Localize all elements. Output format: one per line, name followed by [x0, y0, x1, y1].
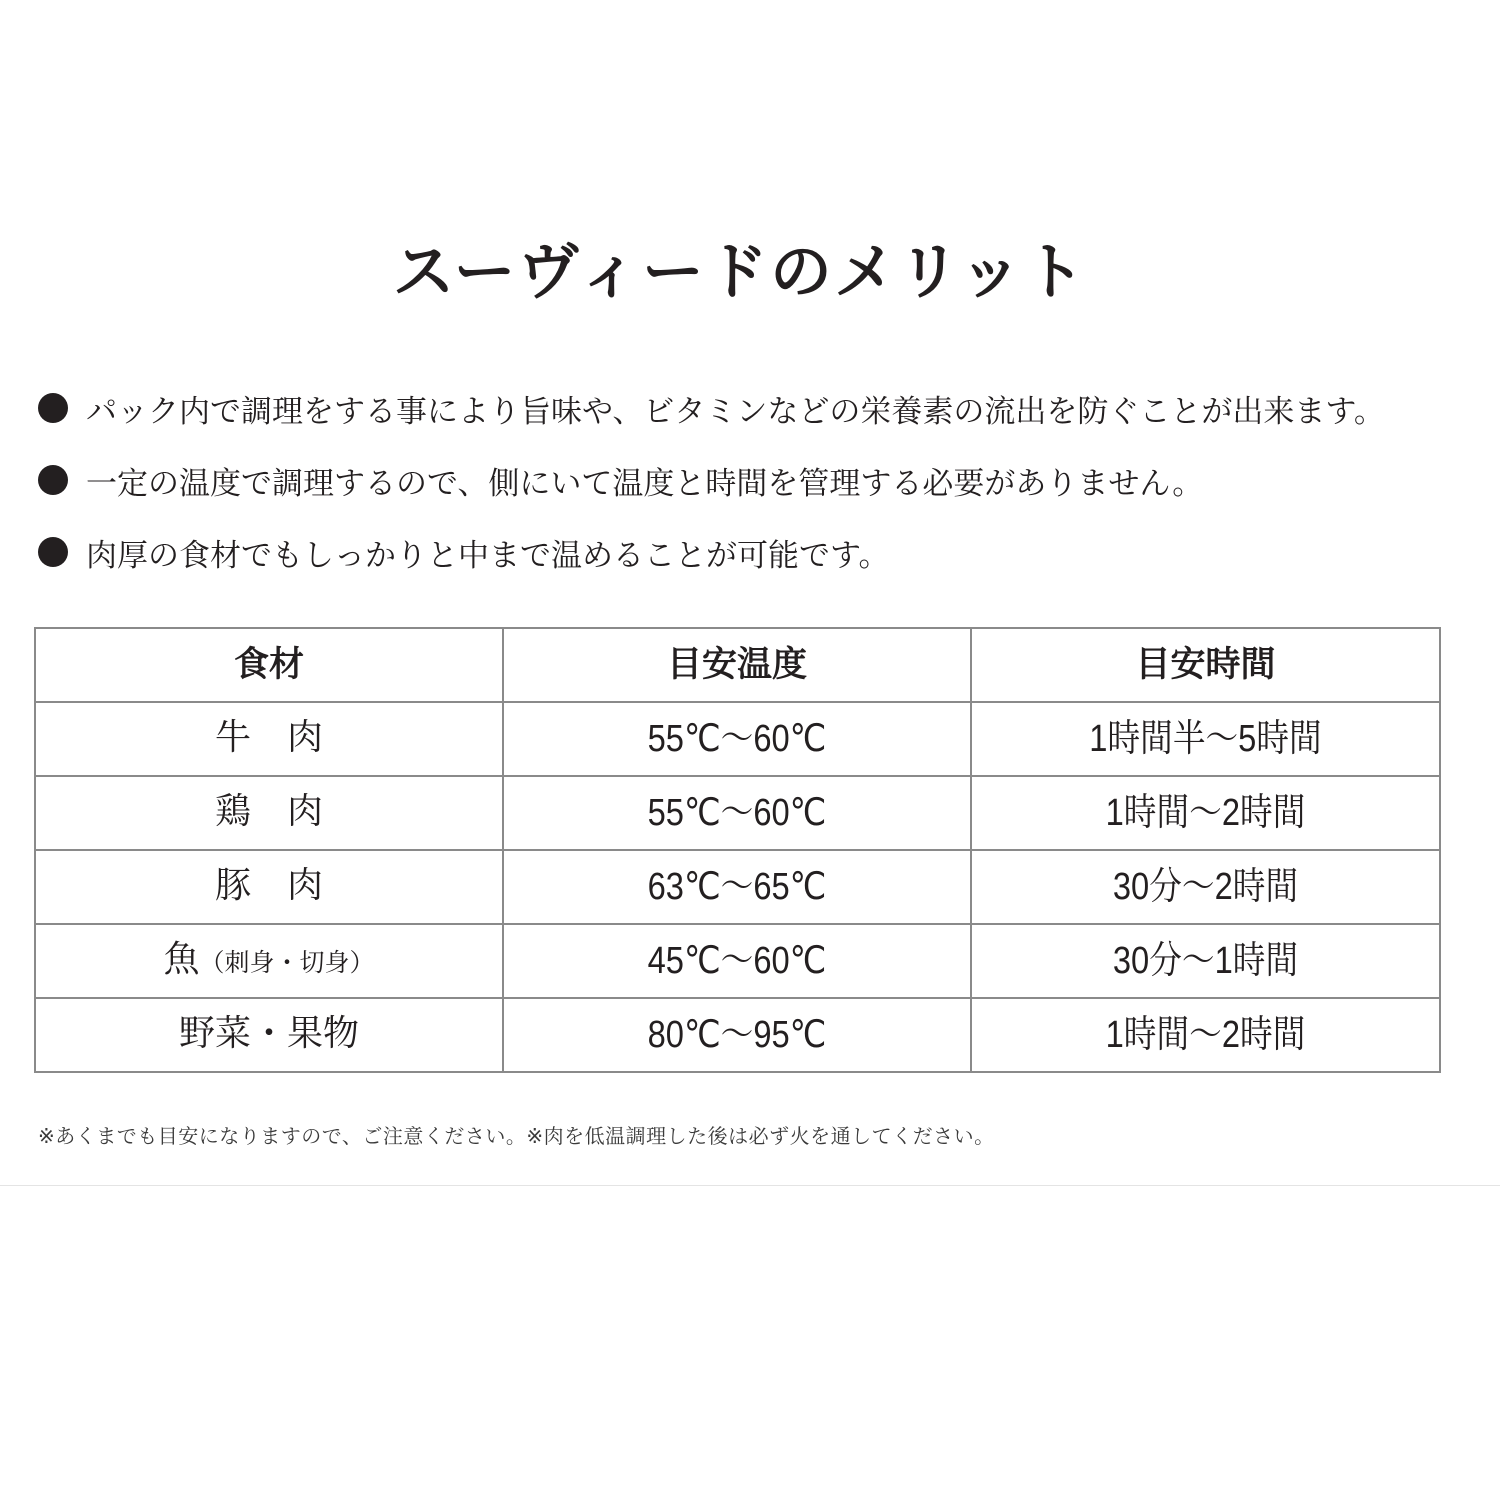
food-cell [35, 924, 503, 998]
temperature-cell: 80℃〜95℃ [536, 998, 938, 1072]
time-cell: 1時間〜2時間 [1004, 998, 1407, 1072]
benefit-item [38, 372, 1478, 444]
divider [0, 1185, 1500, 1186]
temperature-cell: 55℃〜60℃ [536, 776, 938, 850]
bullet-dot-icon [38, 537, 68, 567]
food-name: 野菜・果物 [178, 1012, 359, 1054]
benefit-item [38, 444, 1478, 516]
page-title: スーヴィードのメリット [392, 235, 1088, 308]
bullet-dot-icon [38, 465, 68, 495]
food-name: 魚 [163, 938, 200, 980]
table-row [35, 850, 1440, 924]
benefit-text: 肉厚の食材でもしっかりと中まで温めることが可能です。 [86, 537, 890, 574]
table-row [35, 998, 1440, 1072]
header-time: 目安時間 [971, 628, 1440, 702]
benefit-list [38, 372, 1478, 588]
table-row [35, 776, 1440, 850]
header-food: 食材 [35, 628, 503, 702]
food-name: 豚 肉 [214, 864, 323, 906]
table-header-row [35, 628, 1440, 702]
temperature-cell: 55℃〜60℃ [536, 702, 938, 776]
table-row [35, 702, 1440, 776]
benefit-text: パック内で調理をする事により旨味や、ビタミンなどの栄養素の流出を防ぐことが出来ます。 [86, 393, 1385, 430]
time-cell: 1時間半〜5時間 [1004, 702, 1407, 776]
time-cell: 1時間〜2時間 [1004, 776, 1407, 850]
food-name: 牛 肉 [214, 716, 323, 758]
footnote: ※あくまでも目安になりますので、ご注意ください。※肉を低温調理した後は必ず火を通してください。 [38, 1124, 995, 1148]
food-cell [35, 850, 503, 924]
food-name: 鶏 肉 [214, 790, 323, 832]
bullet-dot-icon [38, 393, 68, 423]
temperature-cell: 45℃〜60℃ [536, 924, 938, 998]
time-cell: 30分〜2時間 [1004, 850, 1407, 924]
table-row [35, 924, 1440, 998]
benefit-item [38, 516, 1478, 588]
food-note: （刺身・切身） [199, 947, 375, 977]
time-cell: 30分〜1時間 [1004, 924, 1407, 998]
food-cell [35, 776, 503, 850]
benefit-text: 一定の温度で調理するので、側にいて温度と時間を管理する必要がありません。 [86, 465, 1204, 502]
food-cell [35, 702, 503, 776]
temperature-cell: 63℃〜65℃ [536, 850, 938, 924]
cooking-guide-table [34, 627, 1441, 1073]
header-temperature: 目安温度 [503, 628, 971, 702]
food-cell [35, 998, 503, 1072]
